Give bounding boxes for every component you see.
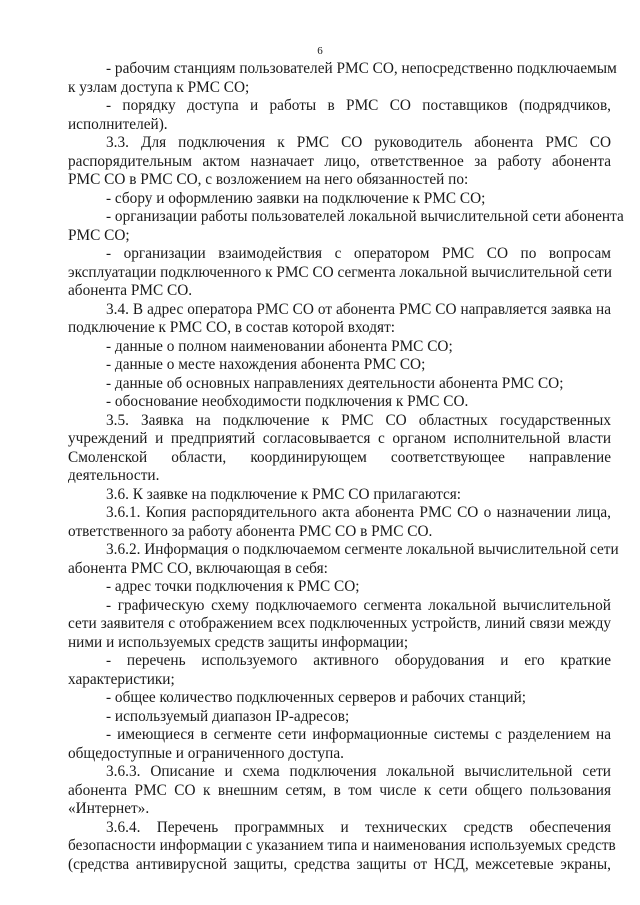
document-body <box>68 60 624 874</box>
paragraph <box>68 208 624 245</box>
text-line: РМС СО в РМС СО, с возложением на него обязанностей по: <box>68 171 469 188</box>
text-line: безопасности информации с указанием типа и наименования используемых средств <box>68 837 616 854</box>
text-line: - сбору и оформлению заявки на подключение к РМС СО; <box>106 189 486 207</box>
text-line: к узлам доступа к РМС СО; <box>68 78 250 96</box>
paragraph <box>68 60 617 97</box>
text-line: деятельности. <box>68 467 160 484</box>
text-line: - организации взаимодействия с оператором РМС СО по вопросам <box>106 245 611 262</box>
page-number: 6 <box>317 45 323 57</box>
paragraph <box>68 541 619 578</box>
text-line: - имеющиеся в сегменте сети информационные системы с разделением на <box>106 726 611 743</box>
text-line: исполнителей). <box>68 115 168 133</box>
text-line: абонента РМС СО. <box>68 282 193 299</box>
text-line: 3.6.1. Копия распорядительного акта абонента РМС СО о назначении лица, <box>106 504 611 521</box>
text-line: сети заявителя с отображением всех подключенных устройств, линий связи между <box>68 615 611 632</box>
text-line: 3.6.3. Описание и схема подключения локальной вычислительной сети <box>106 763 611 780</box>
text-line: «Интернет». <box>68 800 150 817</box>
text-line: учреждений и предприятий согласовывается с органом исполнительной власти <box>68 430 611 447</box>
text-line: - адрес точки подключения к РМС СО; <box>106 578 360 595</box>
text-line: 3.5. Заявка на подключение к РМС СО областных государственных <box>106 411 611 429</box>
text-line: эксплуатации подключенного к РМС СО сегмента локальной вычислительной сети <box>68 263 612 281</box>
paragraph <box>68 689 611 708</box>
text-line: ответственного за работу абонента РМС СО в РМС СО. <box>68 522 433 540</box>
paragraph <box>68 412 611 486</box>
text-line: - используемый диапазон IP-адресов; <box>106 707 350 725</box>
text-line: (средства антивирусной защиты, средства защиты от НСД, межсетевые экраны, <box>68 855 611 873</box>
text-line: Смоленской области, координирующем соответствующее направление <box>68 448 611 466</box>
text-line: - рабочим станциям пользователей РМС СО, непосредственно подключаемым <box>106 60 617 77</box>
paragraph <box>68 578 611 597</box>
text-line: РМС СО; <box>68 226 130 244</box>
paragraph <box>68 338 611 357</box>
paragraph <box>68 97 611 134</box>
text-line: - обоснование необходимости подключения к РМС СО. <box>106 393 469 410</box>
text-line: 3.6.4. Перечень программных и технических средств обеспечения <box>106 818 611 836</box>
paragraph <box>68 726 611 763</box>
text-line: абонента РМС СО к внешним сетям, в том числе к сети общего пользования <box>68 781 611 799</box>
text-line: - графическую схему подключаемого сегмента локальной вычислительной <box>106 596 611 614</box>
paragraph <box>68 486 611 505</box>
text-line: 3.6.2. Информация о подключаемом сегменте локальной вычислительной сети <box>106 541 619 558</box>
text-line: 3.4. В адрес оператора РМС СО от абонента РМС СО направляется заявка на <box>106 300 611 318</box>
text-line: ними и используемых средств защиты информации; <box>68 633 409 651</box>
text-line: общедоступные и ограниченного доступа. <box>68 744 344 762</box>
text-line: распорядительным актом назначает лицо, ответственное за работу абонента <box>68 152 611 170</box>
text-line: - данные об основных направлениях деятельности абонента РМС СО; <box>106 374 564 392</box>
paragraph <box>68 818 616 875</box>
text-line: - порядку доступа и работы в РМС СО поставщиков (подрядчиков, <box>106 97 611 114</box>
paragraph <box>68 375 611 394</box>
paragraph <box>68 504 611 541</box>
text-line: - данные о полном наименовании абонента РМС СО; <box>106 337 453 355</box>
text-line: подключение к РМС СО, в состав которой входят: <box>68 319 396 336</box>
paragraph <box>68 245 611 301</box>
paragraph <box>68 134 611 190</box>
paragraph <box>68 393 611 412</box>
text-line: - перечень используемого активного оборудования и его краткие <box>106 652 611 669</box>
text-line: абонента РМС СО, включающая в себя: <box>68 559 328 577</box>
text-line: характеристики; <box>68 670 175 688</box>
text-line: - организации работы пользователей локальной вычислительной сети абонента <box>106 208 624 225</box>
paragraph <box>68 597 611 653</box>
paragraph <box>68 763 611 819</box>
text-line: 3.6. К заявке на подключение к РМС СО прилагаются: <box>106 485 462 503</box>
text-line: - данные о месте нахождения абонента РМС СО; <box>106 356 426 373</box>
paragraph <box>68 301 611 338</box>
paragraph <box>68 708 611 727</box>
text-line: - общее количество подключенных серверов и рабочих станций; <box>106 689 527 706</box>
paragraph <box>68 356 611 375</box>
text-line: 3.3. Для подключения к РМС СО руководитель абонента РМС СО <box>106 134 611 151</box>
paragraph <box>68 190 611 209</box>
paragraph <box>68 652 611 689</box>
